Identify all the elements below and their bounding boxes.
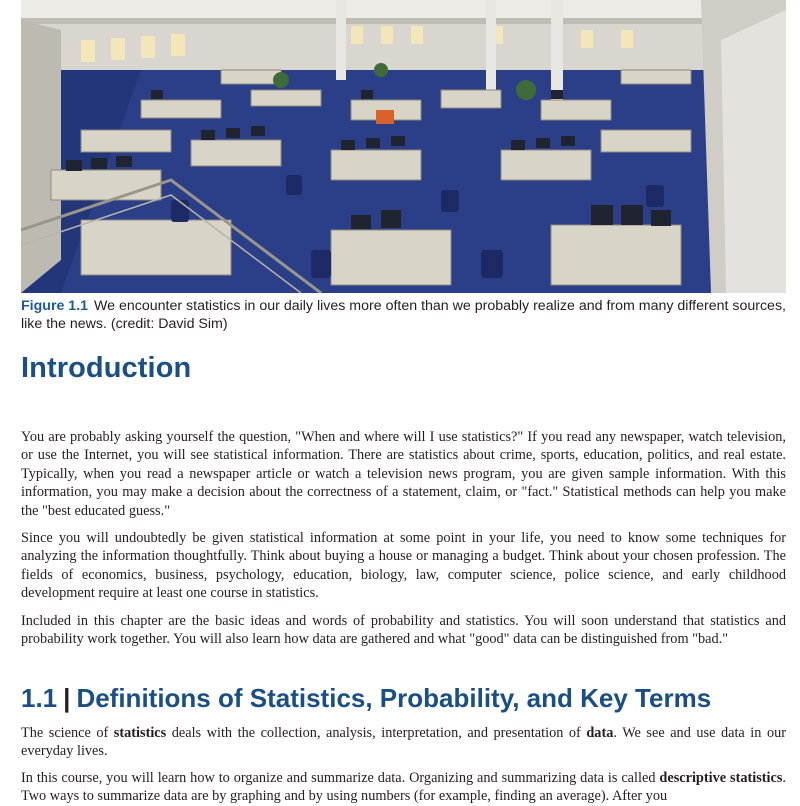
introduction-heading: Introduction: [21, 352, 192, 384]
figure-caption-text: We encounter statistics in our daily lives more often than we probably realize and from many different sources, like the news. (credit: David Sim): [21, 298, 786, 332]
intro-paragraph-1: You are probably asking yourself the question, "When and where will I use statistics?" If you read any newspaper, watch television, or use the Internet, you will see statistical information. There are statistics about crime, sports, education, politics, and real estate. Typically, when you read a newspaper article or watch a television news program, you are given sample information. With this information, you may make a decision about the correctness of a statement, claim, or "fact." Statistical methods can help you make the "best educated guess.": [21, 429, 786, 519]
term-statistics: statistics: [113, 725, 167, 741]
section-title: Definitions of Statistics, Probability, and Key Terms: [76, 683, 712, 713]
newsroom-photo: [21, 0, 786, 293]
section-number: 1.1: [21, 683, 58, 713]
figure-caption: [21, 297, 786, 333]
figure-label: Figure 1.1: [21, 298, 89, 314]
text-run: The science of: [21, 725, 114, 741]
text-run: In this course, you will learn how to organize and summarize data. Organizing and summarizing data is called: [21, 770, 660, 786]
section-separator: |: [63, 683, 71, 713]
text-run: . We see and use data in our everyday lives.: [21, 725, 787, 760]
section-paragraph-1: [21, 724, 786, 761]
section-heading: [21, 683, 711, 714]
newsroom-illustration: [21, 0, 786, 293]
term-descriptive-statistics: descriptive statistics: [659, 770, 783, 786]
intro-paragraph-2: Since you will undoubtedly be given statistical information at some point in your life, you need to know some techniques for analyzing the information thoughtfully. Think about buying a house or managing a budget. Think about your chosen profession. The fields of economics, business, psychology, education, biology, law, computer science, police science, and early childhood development require at least one course in statistics.: [21, 530, 786, 602]
term-data: data: [586, 725, 614, 741]
intro-paragraph-3: Included in this chapter are the basic ideas and words of probability and statistics. You will soon understand that statistics and probability work together. You will also learn how data are gathered and what "good" data can be distinguished from "bad.": [21, 613, 786, 648]
text-run: deals with the collection, analysis, interpretation, and presentation of: [166, 725, 587, 741]
section-paragraph-2: [21, 769, 786, 806]
text-run: . Two ways to summarize data are by graphing and by using numbers (for example, finding an average). After you: [21, 770, 786, 805]
